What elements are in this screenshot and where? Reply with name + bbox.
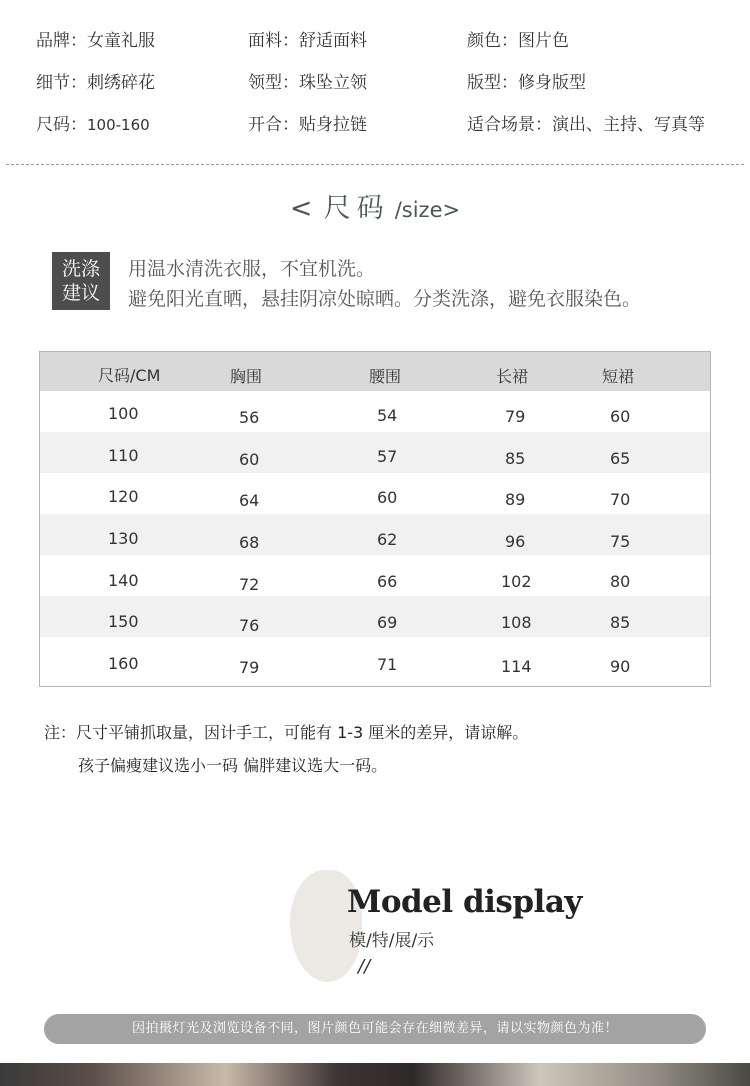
table-cell: 110 [108,446,139,465]
table-cell: 60 [610,407,631,426]
attr-size [36,110,150,135]
wash-badge-line2: 建议 [61,282,100,304]
table-cell: 79 [239,658,260,677]
table-cell: 68 [239,533,260,552]
table-cell: 70 [610,490,631,509]
note-line1: 注：尺寸平铺抓取量，因计手工，可能有 1-3 厘米的差异，请谅解。 [44,723,529,742]
size-title-en: /size> [394,198,461,222]
table-cell: 85 [505,449,526,468]
table-row [40,391,710,432]
size-title-cn: 尺码 [323,193,390,224]
table-row [40,473,710,514]
attr-color [467,26,569,51]
table-header-cell: 短裙 [602,367,635,386]
attr-value: 刺绣碎花 [87,73,155,93]
table-cell: 96 [505,532,526,551]
table-cell: 130 [108,529,139,548]
attr-value: 100-160 [87,116,150,134]
table-cell: 60 [239,450,260,469]
table-cell: 72 [239,575,260,594]
size-section-title [0,186,750,225]
table-row [40,637,710,678]
attr-key: 开合： [248,115,299,135]
attr-detail [36,68,155,93]
table-cell: 57 [377,447,398,466]
table-cell: 75 [610,532,631,551]
table-cell: 89 [505,490,526,509]
table-header-cell: 尺码/CM [98,366,161,385]
table-cell: 64 [239,491,260,510]
table-cell: 79 [505,407,526,426]
attr-key: 颜色： [467,31,518,51]
table-row [40,432,710,473]
attr-value: 图片色 [518,31,569,51]
table-cell: 60 [377,488,398,507]
table-cell: 114 [501,657,532,676]
table-cell: 54 [377,406,398,425]
table-cell: 66 [377,572,398,591]
attr-fabric [248,26,367,51]
table-cell: 150 [108,612,139,631]
table-cell: 160 [108,654,139,673]
attr-value: 女童礼服 [87,31,155,51]
model-photo [0,1063,750,1086]
model-title: Model display [347,884,582,920]
table-cell: 85 [610,613,631,632]
attr-occasion [467,110,705,135]
wash-text-line1: 用温水清洗衣服，不宜机洗。 [128,258,376,280]
table-cell: 102 [501,572,532,591]
table-cell: 100 [108,404,139,423]
wash-badge-line1: 洗涤 [61,258,100,280]
table-cell: 108 [501,613,532,632]
table-cell: 65 [610,449,631,468]
table-cell: 140 [108,571,139,590]
attr-key: 领型： [248,73,299,93]
attr-collar [248,68,367,93]
attr-value: 舒适面料 [299,31,367,51]
attr-value: 演出、主持、写真等 [552,115,705,135]
note-line2: 孩子偏瘦建议选小一码 偏胖建议选大一码。 [78,756,388,775]
table-cell: 76 [239,616,260,635]
table-cell: 80 [610,572,631,591]
attr-key: 品牌： [36,31,87,51]
product-attributes [0,0,750,160]
table-cell: 69 [377,613,398,632]
wash-text-line2: 避免阳光直晒，悬挂阴凉处晾晒。分类洗涤，避免衣服染色。 [128,288,642,310]
color-disclaimer: 因拍摄灯光及浏览设备不同，图片颜色可能会存在细微差异，请以实物颜色为准！ [44,1014,706,1044]
wash-badge [52,252,110,310]
table-cell: 71 [377,655,398,674]
table-cell: 62 [377,530,398,549]
table-row [40,596,710,637]
size-table [39,351,711,687]
attr-value: 珠坠立领 [299,73,367,93]
table-cell: 56 [239,408,260,427]
attr-key: 细节： [36,73,87,93]
attr-key: 适合场景： [467,115,552,135]
size-title-open: < [289,193,319,224]
dashed-divider [6,164,744,165]
attr-closure [248,110,367,135]
table-header-cell: 腰围 [369,367,402,386]
table-row [40,514,710,555]
attr-value: 修身版型 [518,73,586,93]
attr-fit [467,68,586,93]
table-header-cell: 长裙 [496,367,529,386]
attr-key: 版型： [467,73,518,93]
attr-key: 面料： [248,31,299,51]
table-header-cell: 胸围 [230,367,263,386]
model-subtitle: 模/特/展/示 [349,931,435,951]
table-header-row [40,352,710,391]
table-cell: 90 [610,657,631,676]
model-mark: // [358,956,371,977]
attr-value: 贴身拉链 [299,115,367,135]
attr-brand [36,26,155,51]
table-cell: 120 [108,487,139,506]
table-row [40,555,710,596]
attr-key: 尺码： [36,115,87,135]
